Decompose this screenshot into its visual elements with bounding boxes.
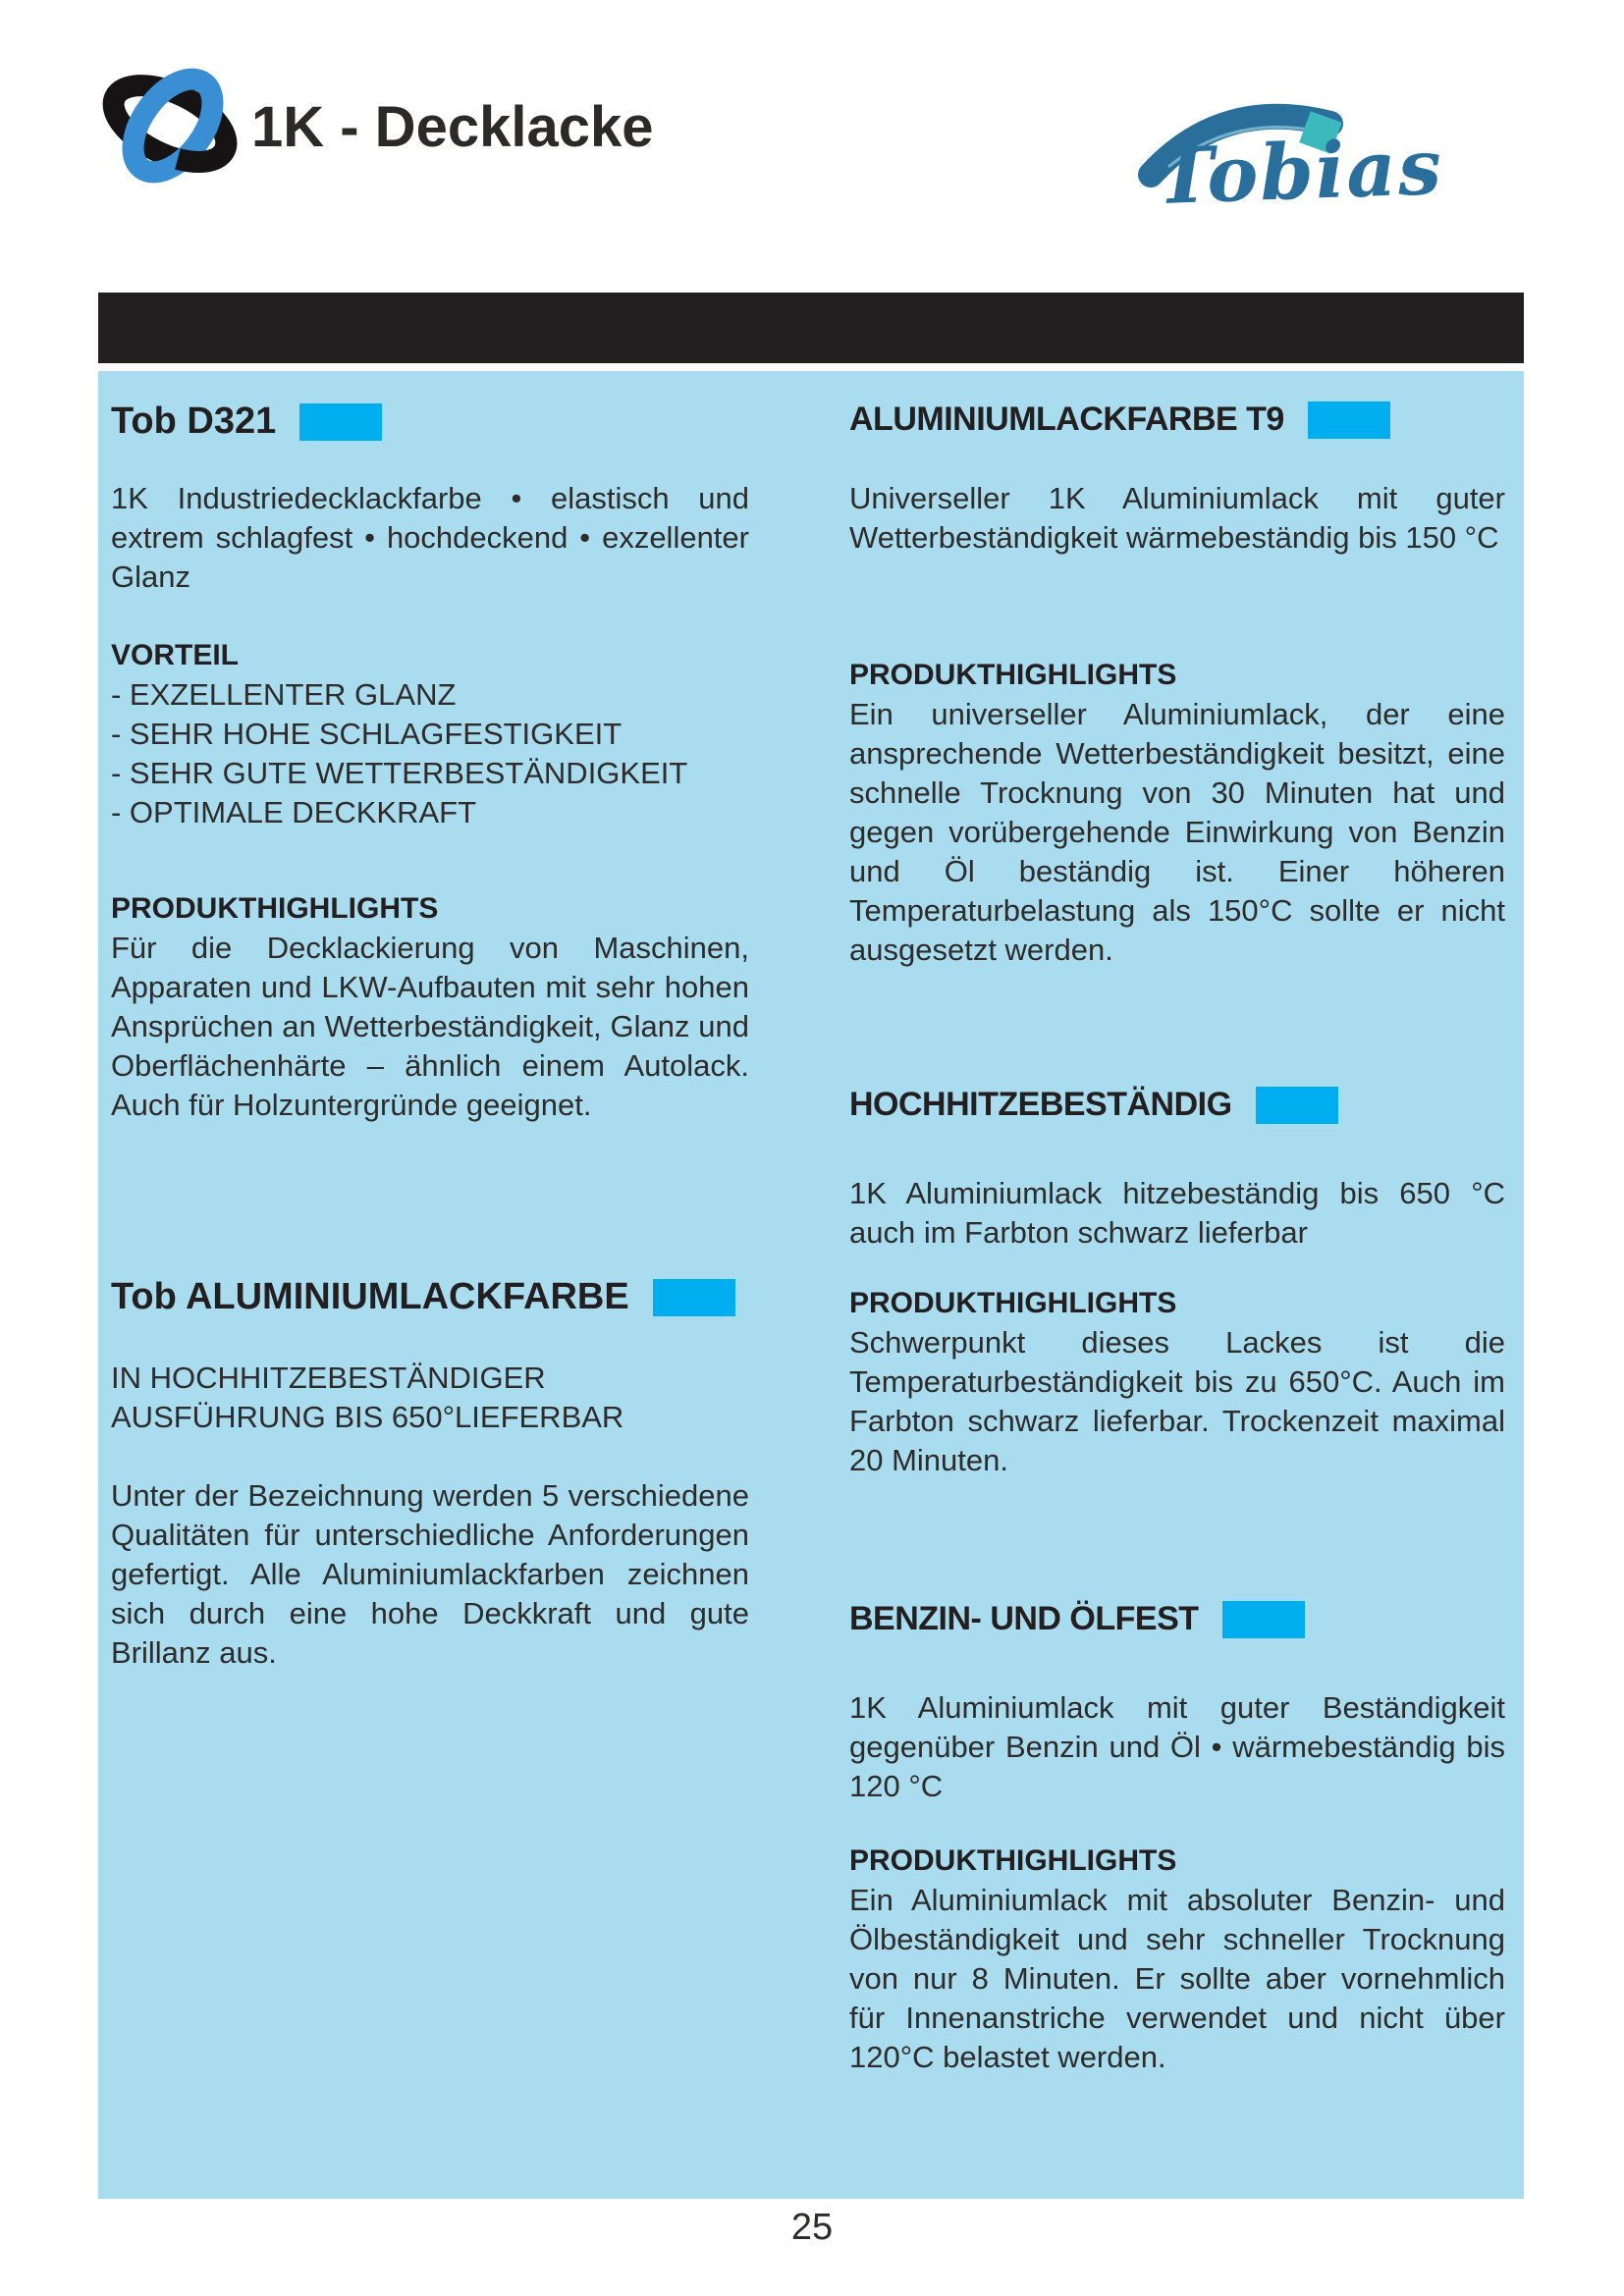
product-name: Tob ALUMINIUMLACKFARBE [111,1276,629,1317]
highlights-text: Ein Aluminiumlack mit absoluter Benzin- und Ölbeständigkeit und sehr schneller Trocknung von nur 8 Minuten. Er sollte aber vornehmlich für Innenanstriche verwendet und nicht über 120°C belastet werden. [849,1883,1505,2074]
product-heading-aluminiumlackfarbe-t9 [849,400,1505,439]
highlights-heading: PRODUKTHIGHLIGHTS [849,1287,1177,1319]
page-title: 1K - Decklacke [251,95,654,159]
brand-rings-icon [86,61,253,193]
color-swatch [1256,1087,1338,1124]
section-divider-bar [98,293,1524,363]
list-item: - SEHR GUTE WETTERBESTÄNDIGKEIT [111,756,688,790]
tobias-logo [1129,77,1492,224]
color-swatch [1308,401,1390,439]
highlights-section [111,889,749,1125]
rings-icon [86,61,253,193]
color-swatch [299,403,382,441]
product-description: 1K Aluminiumlack hitzebeständig bis 650 °C auch im Farbton schwarz lieferbar [849,1176,1505,1250]
highlights-heading: PRODUKTHIGHLIGHTS [111,892,439,925]
product-description: 1K Aluminiumlack mit guter Beständigkeit gegenüber Benzin und Öl • wärmebeständig bis 120 °C [849,1690,1505,1803]
product-subtitle: IN HOCHHITZEBESTÄNDIGER AUSFÜHRUNG BIS 650°LIEFERBAR [111,1361,624,1434]
color-swatch [653,1279,735,1316]
list-item: - OPTIMALE DECKKRAFT [111,795,477,829]
list-item: - EXZELLENTER GLANZ [111,677,457,712]
product-heading-benzin-und-oelfest [849,1600,1505,1638]
right-column [849,371,1505,2199]
content-panel [98,371,1524,2199]
highlights-section [849,1284,1505,1480]
highlights-heading: PRODUKTHIGHLIGHTS [849,1844,1177,1877]
page-number: 25 [790,2207,834,2248]
product-name: BENZIN- UND ÖLFEST [849,1600,1199,1637]
product-description: Unter der Bezeichnung werden 5 verschiedene Qualitäten für unterschiedliche Anforderungen gefertigt. Alle Aluminiumlackfarben zeichnen sich durch eine hohe Deckkraft und gute Brillanz aus. [111,1478,749,1670]
list-item: - SEHR HOHE SCHLAGFESTIGKEIT [111,717,623,751]
color-swatch [1222,1601,1305,1638]
highlights-heading: PRODUKTHIGHLIGHTS [849,659,1177,691]
highlights-text: Schwerpunkt dieses Lackes ist die Temperaturbeständigkeit bis zu 650°C. Auch im Farbton schwarz lieferbar. Trockenzeit maximal 20 Minuten. [849,1325,1505,1477]
tobias-wordmark: Tobias [1155,122,1445,223]
product-name: HOCHHITZEBESTÄNDIG [849,1086,1232,1123]
product-name: Tob D321 [111,400,277,442]
vorteil-heading: VORTEIL [111,639,240,671]
highlights-section [849,1842,1505,2077]
highlights-text: Für die Decklackierung von Maschinen, Apparaten und LKW-Aufbauten mit sehr hohen Ansprüchen an Wetterbeständigkeit, Glanz und Oberflächenhärte – ähnlich einem Autolack. Auch für Holzuntergründe geeignet. [111,931,749,1122]
product-name: ALUMINIUMLACKFARBE T9 [849,400,1284,438]
product-description: 1K Industriedecklackfarbe • elastisch und extrem schlagfest • hochdeckend • exzellenter Glanz [111,481,749,594]
product-description: Universeller 1K Aluminiumlack mit guter Wetterbeständigkeit wärmebeständig bis 150 °C [849,481,1505,555]
vorteil-section [111,636,749,832]
left-column [111,371,749,2199]
product-heading-hochhitzebestaendig [849,1086,1505,1124]
highlights-section [849,656,1505,970]
product-heading-tob-d321 [111,400,749,443]
product-heading-tob-aluminiumlackfarbe [111,1276,749,1318]
highlights-text: Ein universeller Aluminiumlack, der eine ansprechende Wetterbeständigkeit besitzt, eine schnelle Trocknung von 30 Minuten hat und gegen vorübergehende Einwirkung von Benzin und Öl beständig ist. Einer höheren Temperaturbelastung als 150°C sollte er nicht ausgesetzt werden. [849,697,1505,967]
